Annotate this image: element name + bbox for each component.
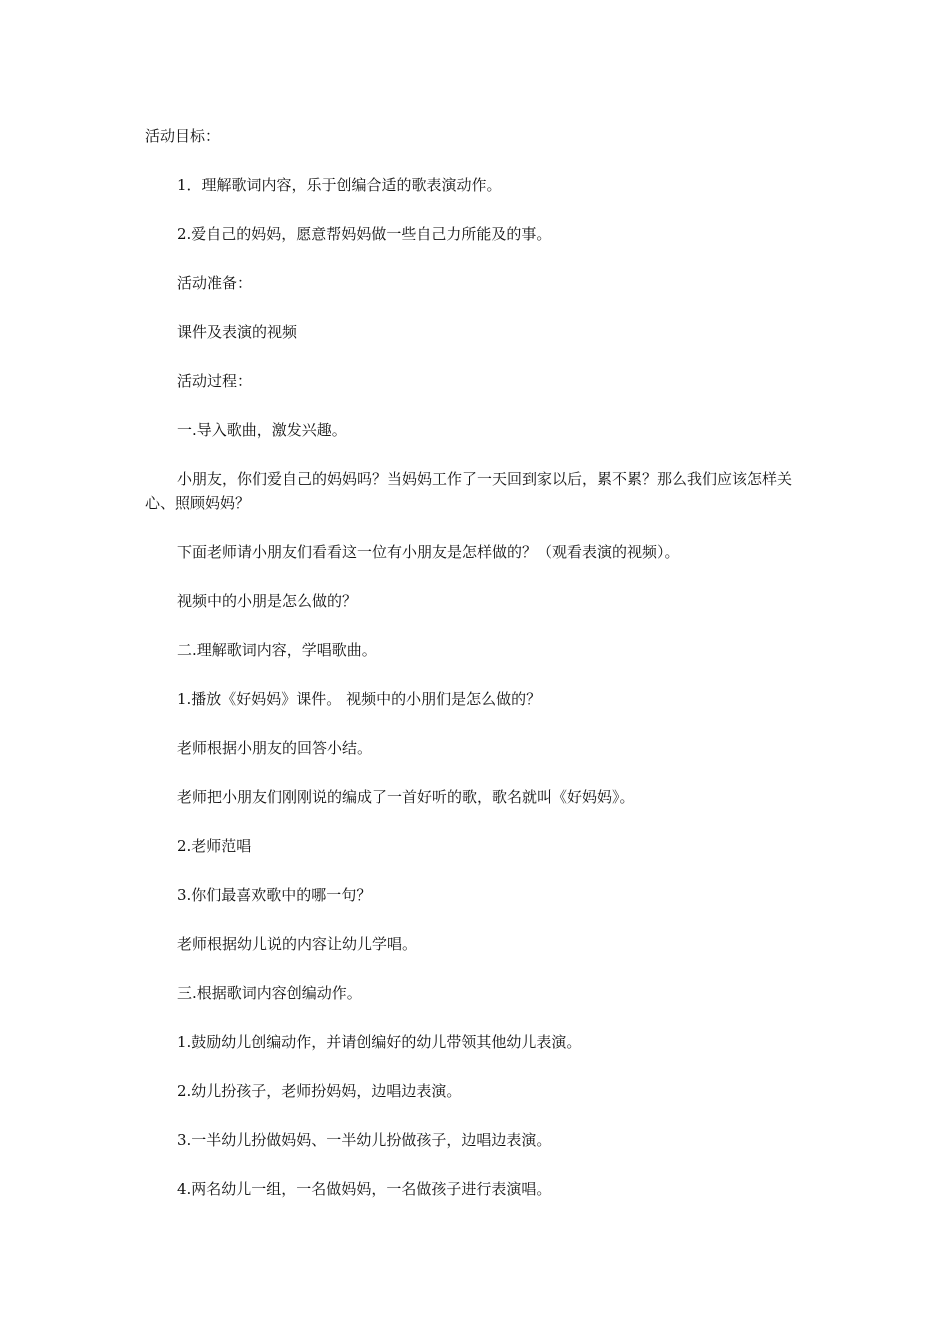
paragraph-create-moves: 1.鼓励幼儿创编动作，并请创编好的幼儿带领其他幼儿表演。 <box>177 1033 582 1051</box>
paragraph-goal-2: 2.爱自己的妈妈，愿意帮妈妈做一些自己力所能及的事。 <box>177 225 552 243</box>
paragraph-song-intro: 老师把小朋友们刚刚说的编成了一首好听的歌，歌名就叫《好妈妈》。 <box>177 788 635 806</box>
section-heading-preparation: 活动准备： <box>177 274 253 292</box>
step-heading-3: 三.根据歌词内容创编动作。 <box>177 984 362 1002</box>
paragraph-role-play-2: 3.一半幼儿扮做妈妈、一半幼儿扮做孩子，边唱边表演。 <box>177 1131 552 1149</box>
paragraph-role-play-3: 4.两名幼儿一组，一名做妈妈，一名做孩子进行表演唱。 <box>177 1180 552 1198</box>
section-heading-goals: 活动目标： <box>145 127 221 145</box>
paragraph-learn-singing: 老师根据幼儿说的内容让幼儿学唱。 <box>177 935 418 953</box>
paragraph-favorite-line: 3.你们最喜欢歌中的哪一句？ <box>177 886 372 904</box>
paragraph-play-courseware: 1.播放《好妈妈》课件。 视频中的小朋们是怎么做的？ <box>177 690 542 708</box>
paragraph-watch-video: 下面老师请小朋友们看看这一位有小朋友是怎样做的？（观看表演的视频）。 <box>177 543 680 561</box>
section-heading-process: 活动过程： <box>177 372 253 390</box>
paragraph-goal-1: 1．理解歌词内容，乐于创编合适的歌表演动作。 <box>177 176 502 194</box>
document-body <box>145 124 815 1226</box>
step-heading-2: 二.理解歌词内容，学唱歌曲。 <box>177 641 377 659</box>
paragraph-role-play-1: 2.幼儿扮孩子，老师扮妈妈，边唱边表演。 <box>177 1082 462 1100</box>
paragraph-intro-question: 小朋友，你们爱自己的妈妈吗？当妈妈工作了一天回到家以后，累不累？那么我们应该怎样关心、照顾妈妈？ <box>145 470 793 512</box>
paragraph-video-question: 视频中的小朋是怎么做的？ <box>177 592 358 610</box>
step-heading-1: 一.导入歌曲，激发兴趣。 <box>177 421 347 439</box>
paragraph-teacher-sings: 2.老师范唱 <box>177 837 252 855</box>
paragraph-summary: 老师根据小朋友的回答小结。 <box>177 739 373 757</box>
paragraph-preparation: 课件及表演的视频 <box>177 323 298 341</box>
